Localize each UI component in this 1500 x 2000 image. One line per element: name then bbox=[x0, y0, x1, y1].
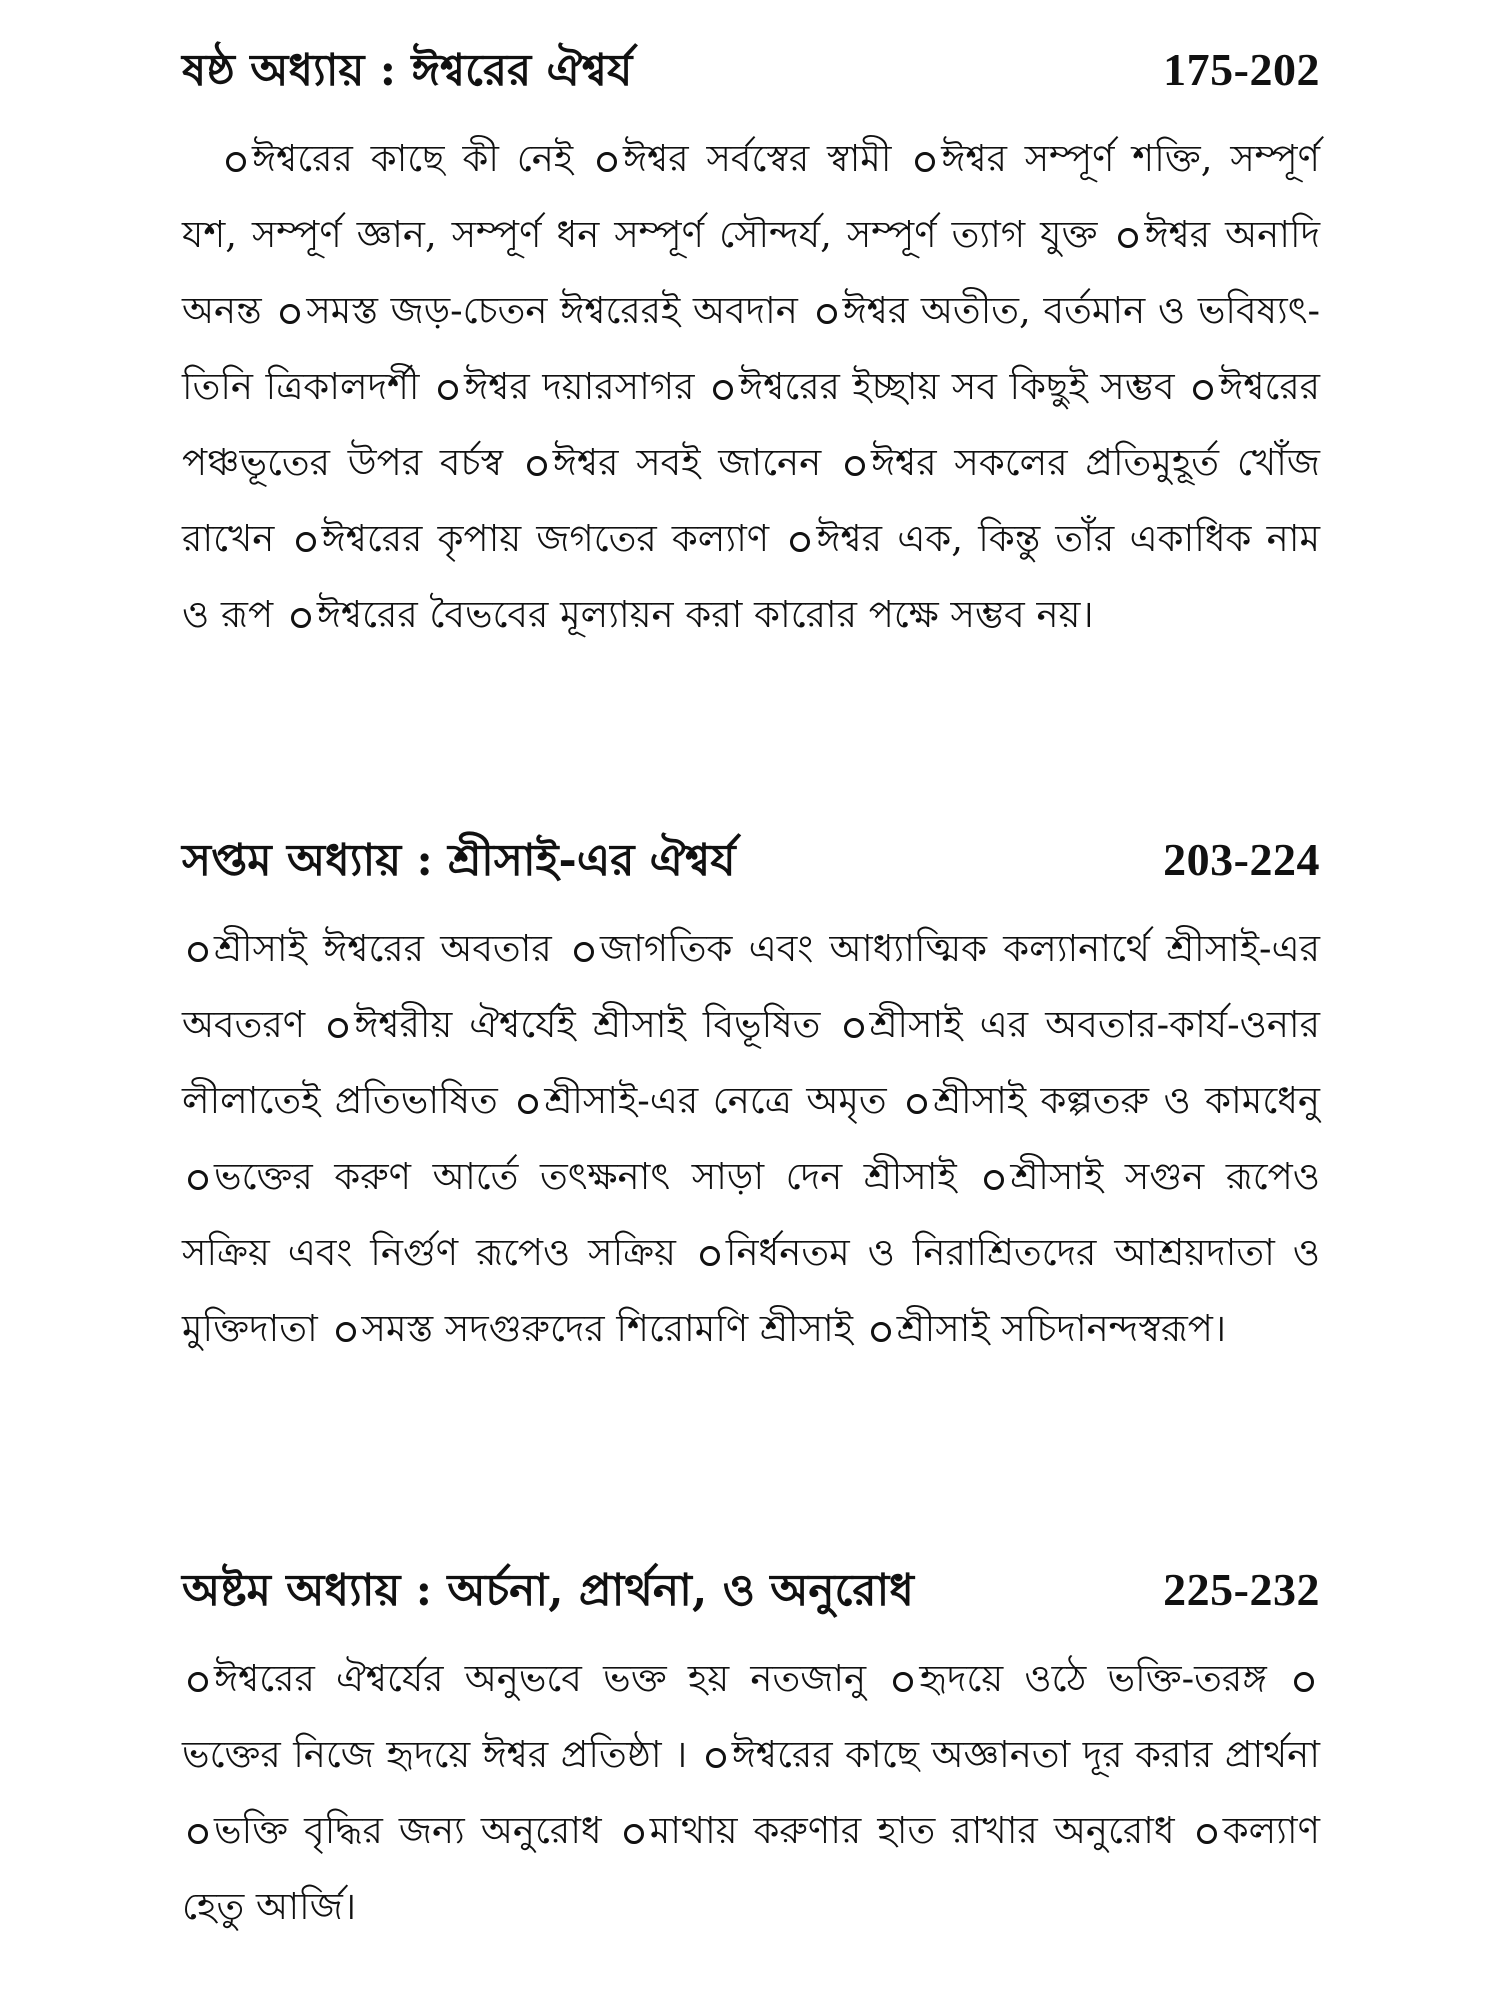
chapter-page-range: 203-224 bbox=[1163, 834, 1320, 885]
topic-item: শ্রীসাই ঈশ্বরের অবতার bbox=[182, 927, 552, 970]
circle-bullet-icon bbox=[893, 1672, 913, 1692]
chapter-header bbox=[182, 1560, 1320, 1621]
topic-item: ভক্তের করুণ আর্তে তৎক্ষনাৎ সাড়া দেন শ্রীসাই bbox=[182, 1155, 957, 1198]
circle-bullet-icon bbox=[1193, 380, 1213, 400]
topic-item: শ্রীসাই কল্পতরু ও কামধেনু bbox=[901, 1079, 1320, 1122]
topic-item: ঈশ্বর দয়ারসাগর bbox=[432, 365, 694, 408]
chapter-topics bbox=[182, 911, 1320, 1367]
circle-bullet-icon bbox=[438, 380, 458, 400]
chapter-title: অষ্টম অধ্যায় : অর্চনা, প্রার্থনা, ও অনুরোধ bbox=[182, 1565, 914, 1616]
circle-bullet-icon bbox=[713, 380, 733, 400]
topic-item: ঈশ্বর সর্বস্বের স্বামী bbox=[591, 137, 891, 180]
chapter-header bbox=[182, 830, 1320, 891]
topic-item: ভক্তি বৃদ্ধির জন্য অনুরোধ bbox=[182, 1809, 602, 1852]
topic-item: ঈশ্বরের ইচ্ছায় সব কিছুই সম্ভব bbox=[707, 365, 1175, 408]
topic-item: ঈশ্বর অতীত, বর্তমান ও ভবিষ্যৎ-তিনি ত্রিকালদর্শী bbox=[182, 289, 1320, 408]
circle-bullet-icon bbox=[574, 942, 594, 962]
topic-item: ঈশ্বর অনাদি অনন্ত bbox=[182, 213, 1321, 332]
topic-item: শ্রীসাই সচিদানন্দস্বরূপ। bbox=[865, 1307, 1226, 1350]
topic-item: সমস্ত জড়-চেতন ঈশ্বরেরই অবদান bbox=[274, 289, 798, 332]
chapter-page-range: 225-232 bbox=[1163, 1564, 1320, 1615]
circle-bullet-icon bbox=[280, 304, 300, 324]
circle-bullet-icon bbox=[188, 1824, 208, 1844]
topic-item: শ্রীসাই এর অবতার-কার্য-ওনার লীলাতেই প্রতিভাষিত bbox=[182, 1003, 1321, 1122]
circle-bullet-icon bbox=[1294, 1672, 1314, 1692]
circle-bullet-icon bbox=[790, 532, 810, 552]
topic-item: ঈশ্বরের বৈভবের মূল্যায়ন করা কারোর পক্ষে সম্ভব নয়। bbox=[285, 593, 1094, 636]
circle-bullet-icon bbox=[226, 152, 246, 172]
topic-item: ঈশ্বরের কাছে কী নেই bbox=[220, 137, 573, 180]
circle-bullet-icon bbox=[518, 1094, 538, 1114]
topic-item: মাথায় করুণার হাত রাখার অনুরোধ bbox=[618, 1809, 1175, 1852]
chapter-page-range: 175-202 bbox=[1163, 44, 1320, 95]
topic-item: ঈশ্বর এক, কিন্তু তাঁর একাধিক নাম ও রূপ bbox=[182, 517, 1321, 636]
circle-bullet-icon bbox=[706, 1748, 726, 1768]
topic-item: ঈশ্বর সবই জানেন bbox=[521, 441, 821, 484]
chapter-topics bbox=[182, 1641, 1320, 1945]
circle-bullet-icon bbox=[1118, 228, 1138, 248]
chapter-8-section bbox=[182, 1560, 1320, 1945]
circle-bullet-icon bbox=[817, 304, 837, 324]
circle-bullet-icon bbox=[844, 1018, 864, 1038]
circle-bullet-icon bbox=[871, 1322, 891, 1342]
circle-bullet-icon bbox=[915, 152, 935, 172]
chapter-topics bbox=[182, 121, 1320, 653]
circle-bullet-icon bbox=[907, 1094, 927, 1114]
circle-bullet-icon bbox=[188, 1672, 208, 1692]
chapter-7-section bbox=[182, 830, 1320, 1367]
topic-item: হৃদয়ে ওঠে ভক্তি-তরঙ্গ bbox=[887, 1657, 1266, 1700]
topic-item: নির্ধনতম ও নিরাশ্রিতদের আশ্রয়দাতা ও মুক্তিদাতা bbox=[182, 1231, 1320, 1350]
topic-item: ঈশ্বরের পঞ্চভূতের উপর বর্চস্ব bbox=[182, 365, 1321, 484]
topic-item: ঈশ্বর সম্পূর্ণ শক্তি, সম্পূর্ণ যশ, সম্পূর্ণ জ্ঞান, সম্পূর্ণ ধন সম্পূর্ণ সৌন্দর্য, সম্পূর্ণ ত্যাগ যুক্ত bbox=[182, 137, 1321, 256]
circle-bullet-icon bbox=[700, 1246, 720, 1266]
topic-item: শ্রীসাই সগুন রূপেও সক্রিয় এবং নির্গুণ রূপেও সক্রিয় bbox=[182, 1155, 1321, 1274]
circle-bullet-icon bbox=[845, 456, 865, 476]
topic-item: ঈশ্বর সকলের প্রতিমুহূর্ত খোঁজ রাখেন bbox=[182, 441, 1321, 560]
circle-bullet-icon bbox=[1197, 1824, 1217, 1844]
topic-item: ঈশ্বরের কৃপায় জগতের কল্যাণ bbox=[290, 517, 770, 560]
circle-bullet-icon bbox=[597, 152, 617, 172]
chapter-title: ষষ্ঠ অধ্যায় : ঈশ্বরের ঐশ্বর্য bbox=[182, 45, 633, 96]
circle-bullet-icon bbox=[328, 1018, 348, 1038]
topic-item: জাগতিক এবং আধ্যাত্মিক কল্যানার্থে শ্রীসাই-এর অবতরণ bbox=[182, 927, 1320, 1046]
chapter-title: সপ্তম অধ্যায় : শ্রীসাই-এর ঐশ্বর্য bbox=[182, 835, 736, 886]
circle-bullet-icon bbox=[188, 1170, 208, 1190]
chapter-header bbox=[182, 40, 1320, 101]
circle-bullet-icon bbox=[336, 1322, 356, 1342]
circle-bullet-icon bbox=[188, 942, 208, 962]
topic-item: কল্যাণ হেতু আর্জি। bbox=[182, 1809, 1321, 1928]
topic-item: ঈশ্বরীয় ঐশ্বর্যেই শ্রীসাই বিভূষিত bbox=[322, 1003, 820, 1046]
topic-item: সমস্ত সদগুরুদের শিরোমণি শ্রীসাই bbox=[330, 1307, 853, 1350]
topic-item: শ্রীসাই-এর নেত্রে অমৃত bbox=[512, 1079, 886, 1122]
circle-bullet-icon bbox=[624, 1824, 644, 1844]
topic-item: ঈশ্বরের ঐশ্বর্যের অনুভবে ভক্ত হয় নতজানু bbox=[182, 1657, 866, 1700]
chapter-6-section bbox=[182, 40, 1320, 653]
topic-item: ঈশ্বরের কাছে অজ্ঞানতা দূর করার প্রার্থনা bbox=[700, 1733, 1320, 1776]
circle-bullet-icon bbox=[984, 1170, 1004, 1190]
topic-item: ভক্তের নিজে হৃদয়ে ঈশ্বর প্রতিষ্ঠা । bbox=[182, 1657, 1320, 1776]
circle-bullet-icon bbox=[291, 608, 311, 628]
circle-bullet-icon bbox=[296, 532, 316, 552]
circle-bullet-icon bbox=[527, 456, 547, 476]
